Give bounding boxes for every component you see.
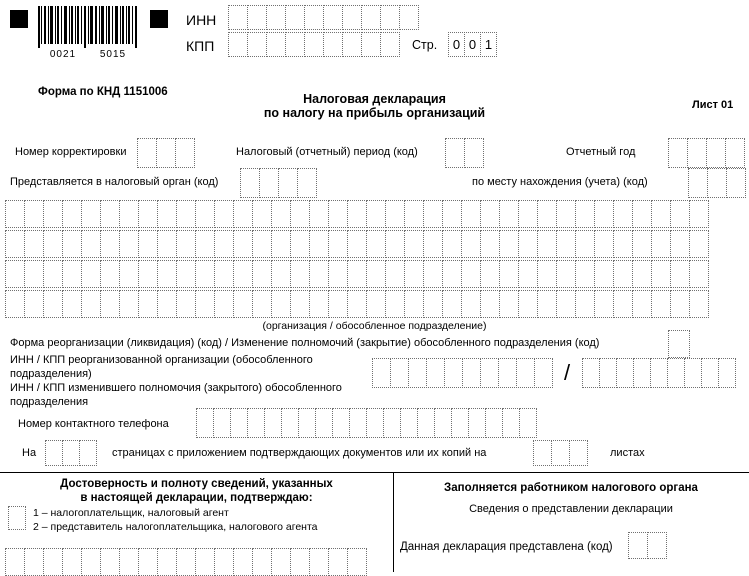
correction-label: Номер корректировки	[15, 146, 127, 158]
input-cell[interactable]	[24, 200, 44, 228]
phone-field[interactable]	[196, 408, 537, 438]
input-cell[interactable]	[556, 200, 576, 228]
inn-label: ИНН	[186, 12, 217, 28]
copies-count-field[interactable]	[533, 440, 588, 466]
input-cell[interactable]	[575, 200, 595, 228]
input-cell[interactable]	[285, 5, 305, 30]
page-label: Стр.	[412, 38, 438, 52]
input-cell[interactable]	[423, 260, 443, 288]
input-cell[interactable]	[537, 200, 557, 228]
input-cell[interactable]	[328, 260, 348, 288]
input-cell[interactable]	[461, 290, 481, 318]
input-cell[interactable]	[271, 260, 291, 288]
input-cell[interactable]	[328, 230, 348, 258]
input-cell[interactable]	[670, 290, 690, 318]
location-code-field[interactable]	[688, 168, 746, 198]
input-cell[interactable]	[668, 138, 688, 168]
registration-mark-right	[150, 10, 168, 28]
input-cell[interactable]	[43, 230, 63, 258]
input-cell[interactable]	[556, 230, 576, 258]
input-cell[interactable]	[594, 290, 614, 318]
input-cell[interactable]	[499, 260, 519, 288]
input-cell[interactable]	[278, 168, 298, 198]
tax-authority-field[interactable]	[240, 168, 317, 198]
declaration-submitted-label: Данная декларация представлена (код)	[400, 541, 613, 553]
input-cell[interactable]	[228, 32, 248, 57]
input-cell[interactable]	[556, 260, 576, 288]
reorg-kpp-field[interactable]	[582, 358, 736, 388]
input-cell[interactable]	[689, 230, 709, 258]
input-cell[interactable]	[62, 230, 82, 258]
input-cell[interactable]	[366, 408, 384, 438]
correction-field[interactable]	[137, 138, 195, 168]
input-cell[interactable]	[519, 408, 537, 438]
input-cell[interactable]	[176, 200, 196, 228]
year-label: Отчетный год	[566, 146, 636, 158]
input-cell[interactable]	[157, 260, 177, 288]
input-cell[interactable]	[138, 260, 158, 288]
registration-mark-left	[10, 10, 28, 28]
input-cell[interactable]	[651, 230, 671, 258]
input-cell[interactable]	[444, 358, 463, 388]
input-cell[interactable]	[119, 230, 139, 258]
input-cell[interactable]	[569, 440, 588, 466]
input-cell[interactable]	[426, 358, 445, 388]
input-cell[interactable]	[383, 408, 401, 438]
input-cell[interactable]	[252, 260, 272, 288]
input-cell[interactable]	[176, 230, 196, 258]
input-cell[interactable]: 0	[448, 32, 465, 57]
input-cell[interactable]	[349, 408, 367, 438]
input-cell[interactable]	[175, 138, 195, 168]
input-cell[interactable]	[281, 408, 299, 438]
input-cell[interactable]	[647, 532, 667, 559]
input-cell[interactable]	[404, 200, 424, 228]
input-cell[interactable]	[404, 230, 424, 258]
input-cell[interactable]	[176, 260, 196, 288]
input-cell[interactable]	[688, 168, 708, 198]
input-cell[interactable]	[480, 290, 500, 318]
input-cell[interactable]	[670, 260, 690, 288]
input-cell[interactable]	[668, 330, 690, 358]
input-cell[interactable]	[499, 230, 519, 258]
knd-label: Форма по КНД 1151006	[38, 86, 168, 98]
input-cell[interactable]	[400, 408, 418, 438]
signatory-option-1: 1 – налогоплательщик, налоговый агент	[33, 507, 229, 519]
input-cell[interactable]	[266, 32, 286, 57]
declaration-submitted-code-field[interactable]	[628, 532, 667, 559]
input-cell[interactable]	[380, 32, 400, 57]
input-cell[interactable]	[81, 200, 101, 228]
input-cell[interactable]	[315, 408, 333, 438]
input-cell[interactable]	[138, 200, 158, 228]
input-cell[interactable]	[264, 408, 282, 438]
input-cell[interactable]	[725, 138, 745, 168]
input-cell[interactable]	[575, 260, 595, 288]
input-cell[interactable]	[233, 290, 253, 318]
input-cell[interactable]	[62, 260, 82, 288]
input-cell[interactable]	[451, 408, 469, 438]
input-cell[interactable]	[213, 408, 231, 438]
input-cell[interactable]	[385, 230, 405, 258]
input-cell[interactable]	[45, 440, 63, 466]
input-cell[interactable]	[707, 168, 727, 198]
input-cell[interactable]	[689, 290, 709, 318]
input-cell[interactable]	[628, 532, 648, 559]
input-cell[interactable]	[309, 260, 329, 288]
input-cell[interactable]	[347, 200, 367, 228]
input-cell[interactable]	[157, 230, 177, 258]
input-cell[interactable]	[309, 290, 329, 318]
form-title-line1: Налоговая декларация	[303, 92, 446, 106]
confirm-title-line2: в настоящей декларации, подтверждаю:	[80, 492, 313, 504]
input-cell[interactable]	[100, 290, 120, 318]
input-cell[interactable]	[137, 138, 157, 168]
kpp-label: КПП	[186, 38, 215, 54]
input-cell[interactable]	[119, 200, 139, 228]
input-cell[interactable]	[214, 230, 234, 258]
input-cell[interactable]	[233, 230, 253, 258]
input-cell[interactable]	[233, 200, 253, 228]
input-cell[interactable]	[332, 408, 350, 438]
inn-kpp-slash: /	[564, 360, 571, 385]
input-cell[interactable]	[81, 290, 101, 318]
input-cell[interactable]	[385, 260, 405, 288]
input-cell[interactable]	[372, 358, 391, 388]
input-cell[interactable]	[119, 260, 139, 288]
input-cell[interactable]	[390, 358, 409, 388]
input-cell[interactable]	[516, 358, 535, 388]
input-cell[interactable]	[100, 260, 120, 288]
input-cell[interactable]	[228, 5, 248, 30]
input-cell[interactable]	[650, 358, 668, 388]
input-cell[interactable]	[328, 200, 348, 228]
input-cell[interactable]: 0	[464, 32, 481, 57]
input-cell[interactable]	[442, 290, 462, 318]
input-cell[interactable]	[616, 358, 634, 388]
input-cell[interactable]	[24, 260, 44, 288]
input-cell[interactable]	[701, 358, 719, 388]
input-cell[interactable]	[361, 32, 381, 57]
org-name-row-3[interactable]	[5, 260, 709, 288]
input-cell[interactable]	[445, 138, 465, 168]
tax-authority-label: Представляется в налоговый орган (код)	[10, 176, 219, 188]
input-cell[interactable]	[667, 358, 685, 388]
input-cell[interactable]	[195, 200, 215, 228]
input-cell[interactable]	[594, 200, 614, 228]
input-cell[interactable]	[271, 290, 291, 318]
input-cell[interactable]	[651, 290, 671, 318]
input-cell[interactable]	[214, 200, 234, 228]
input-cell[interactable]	[214, 260, 234, 288]
input-cell[interactable]	[100, 230, 120, 258]
location-code-label: по месту нахождения (учета) (код)	[472, 176, 648, 188]
input-cell[interactable]	[462, 358, 481, 388]
input-cell[interactable]	[196, 408, 214, 438]
input-cell[interactable]	[304, 5, 324, 30]
input-cell[interactable]	[156, 138, 176, 168]
reorg-code-field[interactable]	[668, 330, 690, 358]
input-cell[interactable]	[230, 408, 248, 438]
input-cell[interactable]	[8, 506, 26, 530]
org-caption: (организация / обособленное подразделение)	[262, 320, 487, 332]
input-cell[interactable]	[119, 290, 139, 318]
input-cell[interactable]	[537, 260, 557, 288]
input-cell[interactable]	[575, 230, 595, 258]
input-cell[interactable]	[290, 260, 310, 288]
input-cell[interactable]	[271, 230, 291, 258]
input-cell[interactable]	[499, 200, 519, 228]
input-cell[interactable]	[5, 200, 25, 228]
input-cell[interactable]	[461, 230, 481, 258]
input-cell[interactable]	[480, 230, 500, 258]
org-name-row-4[interactable]	[5, 290, 709, 318]
input-cell[interactable]	[480, 260, 500, 288]
input-cell[interactable]	[62, 440, 80, 466]
input-cell[interactable]	[43, 200, 63, 228]
input-cell[interactable]	[309, 200, 329, 228]
input-cell[interactable]	[259, 168, 279, 198]
phone-label: Номер контактного телефона	[18, 418, 169, 430]
inn-field[interactable]	[228, 5, 419, 30]
input-cell[interactable]	[461, 200, 481, 228]
input-cell[interactable]	[485, 408, 503, 438]
confirm-title-line1: Достоверность и полноту сведений, указанных	[60, 478, 333, 490]
input-cell[interactable]	[518, 260, 538, 288]
input-cell[interactable]	[551, 440, 570, 466]
input-cell[interactable]	[718, 358, 736, 388]
input-cell[interactable]	[582, 358, 600, 388]
input-cell[interactable]	[613, 290, 633, 318]
input-cell[interactable]	[297, 168, 317, 198]
inn-kpp-closed-label: ИНН / КПП изменившего полномочия (закрытого) обособленного подразделения	[10, 382, 342, 408]
input-cell[interactable]	[5, 260, 25, 288]
input-cell[interactable]	[537, 290, 557, 318]
input-cell[interactable]	[380, 5, 400, 30]
input-cell[interactable]	[240, 168, 260, 198]
input-cell[interactable]	[233, 260, 253, 288]
signatory-code-field[interactable]	[8, 506, 26, 530]
input-cell[interactable]	[434, 408, 452, 438]
form-title-line2: по налогу на прибыль организаций	[263, 106, 486, 120]
input-cell[interactable]	[62, 200, 82, 228]
input-cell[interactable]	[5, 290, 25, 318]
input-cell[interactable]	[594, 230, 614, 258]
input-cell[interactable]	[247, 5, 267, 30]
input-cell[interactable]	[518, 200, 538, 228]
input-cell[interactable]	[499, 290, 519, 318]
input-cell[interactable]	[464, 138, 484, 168]
period-label: Налоговый (отчетный) период (код)	[236, 146, 418, 158]
input-cell[interactable]	[533, 440, 552, 466]
input-cell[interactable]	[342, 5, 362, 30]
input-cell[interactable]	[518, 290, 538, 318]
input-cell[interactable]	[252, 290, 272, 318]
input-cell[interactable]	[252, 230, 272, 258]
input-cell[interactable]	[266, 5, 286, 30]
input-cell[interactable]	[632, 230, 652, 258]
input-cell[interactable]	[633, 358, 651, 388]
input-cell[interactable]	[298, 408, 316, 438]
input-cell[interactable]	[404, 290, 424, 318]
inn-kpp-reorg-label: ИНН / КПП реорганизованной организации (обособленного подразделения)	[10, 354, 313, 380]
input-cell[interactable]	[81, 230, 101, 258]
input-cell[interactable]	[613, 200, 633, 228]
input-cell[interactable]	[81, 260, 101, 288]
input-cell[interactable]	[195, 230, 215, 258]
input-cell[interactable]	[651, 200, 671, 228]
official-section-title: Заполняется работником налогового органа	[444, 482, 698, 494]
input-cell[interactable]	[323, 5, 343, 30]
official-section-subtitle: Сведения о представлении декларации	[469, 503, 673, 515]
input-cell[interactable]	[157, 290, 177, 318]
input-cell[interactable]	[518, 230, 538, 258]
input-cell[interactable]	[138, 290, 158, 318]
input-cell[interactable]	[689, 260, 709, 288]
input-cell[interactable]	[366, 230, 386, 258]
input-cell[interactable]	[385, 290, 405, 318]
input-cell[interactable]	[195, 260, 215, 288]
footer-divider-horizontal	[0, 472, 749, 473]
input-cell[interactable]	[347, 260, 367, 288]
input-cell[interactable]	[575, 290, 595, 318]
input-cell[interactable]	[599, 358, 617, 388]
input-cell[interactable]	[670, 200, 690, 228]
barcode-digits	[38, 49, 138, 60]
input-cell[interactable]	[537, 230, 557, 258]
input-cell[interactable]	[442, 200, 462, 228]
input-cell[interactable]	[100, 200, 120, 228]
input-cell[interactable]	[252, 200, 272, 228]
input-cell[interactable]	[556, 290, 576, 318]
input-cell[interactable]	[195, 290, 215, 318]
input-cell[interactable]	[404, 260, 424, 288]
kpp-field[interactable]	[228, 32, 400, 57]
input-cell[interactable]	[423, 230, 443, 258]
reorg-label: Форма реорганизации (ликвидация) (код) / Изменение полномочий (закрытие) обособленного подразделения (код)	[10, 337, 600, 349]
input-cell[interactable]	[323, 32, 343, 57]
input-cell[interactable]	[347, 230, 367, 258]
input-cell[interactable]	[24, 230, 44, 258]
input-cell[interactable]	[366, 290, 386, 318]
input-cell[interactable]	[687, 138, 707, 168]
input-cell[interactable]	[247, 408, 265, 438]
input-cell[interactable]	[468, 408, 486, 438]
input-cell[interactable]	[290, 200, 310, 228]
input-cell[interactable]	[442, 230, 462, 258]
pages-text-label: страницах с приложением подтверждающих документов или их копий на	[112, 447, 487, 459]
input-cell[interactable]	[24, 290, 44, 318]
input-cell[interactable]	[366, 260, 386, 288]
org-name-row-1[interactable]	[5, 200, 709, 228]
barcode-digits-left: 0021	[49, 49, 77, 60]
pages-count-field[interactable]	[45, 440, 97, 466]
input-cell[interactable]	[613, 260, 633, 288]
input-cell[interactable]	[480, 358, 499, 388]
org-name-row-2[interactable]	[5, 230, 709, 258]
input-cell[interactable]	[726, 168, 746, 198]
reorg-inn-field[interactable]	[372, 358, 553, 388]
input-cell[interactable]	[461, 260, 481, 288]
input-cell[interactable]	[534, 358, 553, 388]
input-cell[interactable]	[442, 260, 462, 288]
input-cell[interactable]	[632, 290, 652, 318]
input-cell[interactable]	[670, 230, 690, 258]
input-cell[interactable]	[62, 290, 82, 318]
period-field[interactable]	[445, 138, 484, 168]
input-cell[interactable]	[304, 32, 324, 57]
sheets-label: листах	[610, 447, 645, 459]
input-cell[interactable]	[613, 230, 633, 258]
input-cell[interactable]	[361, 5, 381, 30]
page-number-field[interactable]	[448, 32, 497, 57]
input-cell[interactable]	[43, 290, 63, 318]
input-cell[interactable]	[423, 290, 443, 318]
pages-on-label: На	[22, 447, 37, 459]
input-cell[interactable]	[342, 32, 362, 57]
input-cell[interactable]	[328, 290, 348, 318]
input-cell[interactable]	[5, 230, 25, 258]
input-cell[interactable]	[271, 200, 291, 228]
input-cell[interactable]	[43, 260, 63, 288]
input-cell[interactable]	[290, 230, 310, 258]
sheet-label: Лист 01	[692, 99, 734, 111]
input-cell[interactable]	[176, 290, 196, 318]
input-cell[interactable]	[385, 200, 405, 228]
barcode-digits-right: 5015	[99, 49, 127, 60]
input-cell[interactable]	[689, 200, 709, 228]
barcode	[38, 6, 138, 60]
input-cell[interactable]	[706, 138, 726, 168]
barcode-bars	[38, 6, 138, 48]
input-cell[interactable]	[632, 200, 652, 228]
input-cell[interactable]	[399, 5, 419, 30]
input-cell[interactable]: 1	[480, 32, 497, 57]
input-cell[interactable]	[651, 260, 671, 288]
input-cell[interactable]	[247, 32, 267, 57]
input-cell[interactable]	[157, 200, 177, 228]
input-cell[interactable]	[594, 260, 614, 288]
input-cell[interactable]	[285, 32, 305, 57]
input-cell[interactable]	[366, 200, 386, 228]
input-cell[interactable]	[632, 260, 652, 288]
input-cell[interactable]	[498, 358, 517, 388]
input-cell[interactable]	[138, 230, 158, 258]
input-cell[interactable]	[79, 440, 97, 466]
input-cell[interactable]	[290, 290, 310, 318]
input-cell[interactable]	[309, 230, 329, 258]
signatory-option-2: 2 – представитель налогоплательщика, налогового агента	[33, 521, 318, 533]
input-cell[interactable]	[214, 290, 234, 318]
input-cell[interactable]	[417, 408, 435, 438]
year-field[interactable]	[668, 138, 745, 168]
input-cell[interactable]	[423, 200, 443, 228]
input-cell[interactable]	[347, 290, 367, 318]
input-cell[interactable]	[684, 358, 702, 388]
input-cell[interactable]	[408, 358, 427, 388]
input-cell[interactable]	[502, 408, 520, 438]
input-cell[interactable]	[480, 200, 500, 228]
